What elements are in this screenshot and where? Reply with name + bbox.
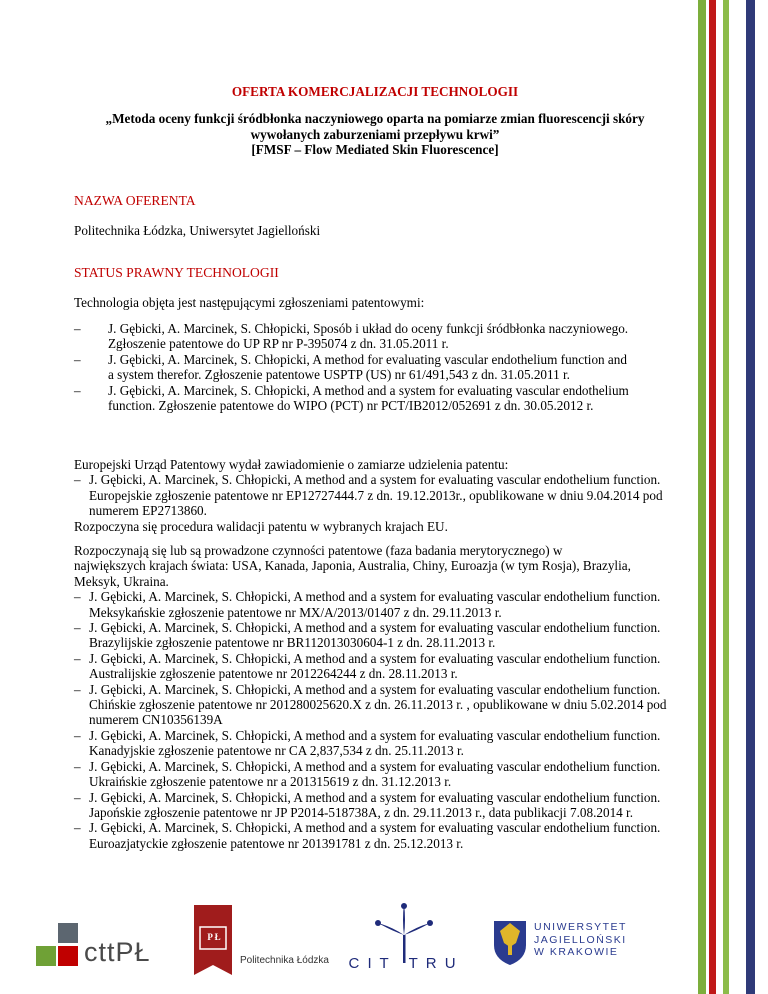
- cittru-text: C I T T R U: [348, 955, 458, 972]
- status-heading: STATUS PRAWNY TECHNOLOGII: [74, 265, 279, 280]
- status-intro: Technologia objęta jest następującymi zgłoszeniami patentowymi:: [74, 295, 425, 310]
- dash-bullet: –: [74, 351, 81, 367]
- patent-text: J. Gębicki, A. Marcinek, S. Chłopicki, A method and a system for evaluating vascular endothelium function. Australijskie zgłoszenie patentowe nr 2012264244 z dn. 28.11.2013 r.: [89, 650, 661, 682]
- patent-text: J. Gębicki, A. Marcinek, S. Chłopicki, A method and a system for evaluating vascular endothelium function. Europejskie zgłoszenie patentowe nr EP12727444.7 z dn. 19.12.2013r., opublikowane w dniu 9.04.2014 pod numerem EP2713860.: [89, 472, 663, 519]
- uj-line-3: W KRAKOWIE: [534, 946, 619, 958]
- pl-name-text: Politechnika Łódzka: [240, 955, 329, 966]
- list-item: [74, 589, 669, 620]
- list-item: [74, 759, 669, 790]
- dash-bullet: –: [74, 727, 81, 743]
- subtitle-line-2: wywołanych zaburzeniami przepływu krwi”: [250, 126, 500, 142]
- dash-bullet: –: [74, 620, 81, 636]
- offeror-heading: NAZWA OFERENTA: [74, 193, 196, 208]
- dash-bullet: –: [74, 820, 81, 836]
- dash-bullet: –: [74, 758, 81, 774]
- dash-bullet: –: [74, 789, 81, 805]
- stripe-green-1: [698, 0, 706, 994]
- dash-bullet: –: [74, 589, 81, 605]
- cttpl-logo: [36, 923, 176, 973]
- world-section: [74, 543, 676, 851]
- patent-text: J. Gębicki, A. Marcinek, S. Chłopicki, A method for evaluating vascular endothelium function and a system therefor. Zgłoszenie patentowe USPTP (US) nr 61/491,543 z dn. 31.05.2011 r.: [108, 351, 627, 383]
- patent-text: J. Gębicki, A. Marcinek, S. Chłopicki, Sposób i układ do oceny funkcji śródbłonka naczyniowego. Zgłoszenie patentowe do UP RP nr P-395074 z dn. 31.05.2011 r.: [108, 321, 629, 352]
- offeror-text: Politechnika Łódzka, Uniwersytet Jagielloński: [74, 223, 321, 238]
- patent-text: J. Gębicki, A. Marcinek, S. Chłopicki, A method and a system for evaluating vascular endothelium function. Meksykańskie zgłoszenie patentowe nr MX/A/2013/01407 z dn. 29.11.2013 r.: [89, 589, 661, 620]
- uj-crest-icon: [492, 917, 528, 967]
- dash-bullet: –: [74, 650, 81, 666]
- list-item: [74, 321, 634, 352]
- uj-line-2: JAGIELLOŃSKI: [534, 933, 627, 946]
- politechnika-lodzka-logo: [192, 905, 342, 985]
- uj-logo: [492, 917, 662, 981]
- epo-intro: Europejski Urząd Patentowy wydał zawiadomienie o zamiarze udzielenia patentu:: [74, 457, 509, 472]
- pl-crest-text: P Ł: [207, 932, 221, 942]
- document-subtitle: [74, 111, 676, 158]
- dash-bullet: –: [74, 321, 81, 336]
- cittru-logo: [348, 901, 458, 981]
- world-intro: Rozpoczynają się lub są prowadzone czynności patentowe (faza badania merytorycznego) w największych krajach świata: USA, Kanada, Japonia, Australia, Chiny, Euroazja (w tym Rosja), Brazylia, Meksyk, Ukraina.: [74, 543, 631, 589]
- patent-text: J. Gębicki, A. Marcinek, S. Chłopicki, A method and a system for evaluating vascular endothelium function. Kanadyjskie zgłoszenie patentowe nr CA 2,837,534 z dn. 25.11.2013 r.: [89, 727, 661, 759]
- patent-text: J. Gębicki, A. Marcinek, S. Chłopicki, A method and a system for evaluating vascular endothelium function. Japońskie zgłoszenie patentowe nr JP P2014-518738A, z dn. 29.11.2013 r., data publikacji 7.08.2014 r.: [89, 789, 661, 820]
- list-item: [74, 472, 664, 518]
- uj-text: [534, 921, 627, 959]
- patent-text: J. Gębicki, A. Marcinek, S. Chłopicki, A method and a system for evaluating vascular endothelium function. Brazylijskie zgłoszenie patentowe nr BR112013030604-1 z dn. 28.11.2013 r.: [89, 620, 661, 651]
- dash-bullet: –: [74, 681, 81, 697]
- list-item: [74, 383, 634, 414]
- footer-logos: [0, 905, 768, 985]
- cittru-star-icon: [368, 901, 440, 963]
- stripe-red: [709, 0, 716, 994]
- subtitle-line-3: [FMSF – Flow Mediated Skin Fluorescence]: [251, 142, 499, 158]
- stripe-navy: [746, 0, 755, 994]
- subtitle-line-1: „Metoda oceny funkcji śródbłonka naczyniowego oparta na pomiarze zmian fluorescencji skóry: [105, 111, 645, 126]
- patent-text: J. Gębicki, A. Marcinek, S. Chłopicki, A method and a system for evaluating vascular endothelium function. Zgłoszenie patentowe do WIPO (PCT) nr PCT/IB2012/052691 z dn. 30.05.2012 r.: [108, 382, 629, 414]
- list-item: [74, 682, 669, 728]
- dash-bullet: –: [74, 472, 81, 488]
- uj-line-1: UNIWERSYTET: [534, 921, 627, 933]
- list-item: [74, 728, 669, 759]
- dash-bullet: –: [74, 382, 81, 398]
- cttpl-squares-icon: [36, 923, 80, 969]
- list-item: [74, 820, 669, 851]
- stripe-green-2: [723, 0, 729, 994]
- list-item: [74, 651, 669, 682]
- list-item: [74, 620, 669, 651]
- patent-text: J. Gębicki, A. Marcinek, S. Chłopicki, A method and a system for evaluating vascular endothelium function. Ukraińskie zgłoszenie patentowe nr a 201315619 z dn. 31.12.2013 r.: [89, 758, 661, 790]
- list-item: [74, 790, 669, 821]
- document-title: OFERTA KOMERCJALIZACJI TECHNOLOGII: [231, 84, 519, 99]
- patent-text: J. Gębicki, A. Marcinek, S. Chłopicki, A method and a system for evaluating vascular endothelium function. Chińskie zgłoszenie patentowe nr 201280025620.X z dn. 26.11.2013 r. , opublikowane w dniu 5.02.2014 pod numerem CN10356139A: [89, 681, 667, 728]
- list-item: [74, 352, 634, 383]
- epo-outro: Rozpoczyna się procedura walidacji patentu w wybranych krajach EU.: [74, 518, 448, 534]
- patent-text: J. Gębicki, A. Marcinek, S. Chłopicki, A method and a system for evaluating vascular endothelium function. Euroazjatyckie zgłoszenie patentowe nr 201391781 z dn. 25.12.2013 r.: [89, 820, 661, 851]
- initial-patent-list: [74, 321, 676, 413]
- epo-section: [74, 457, 676, 534]
- cttpl-text: cttPŁ: [84, 937, 151, 967]
